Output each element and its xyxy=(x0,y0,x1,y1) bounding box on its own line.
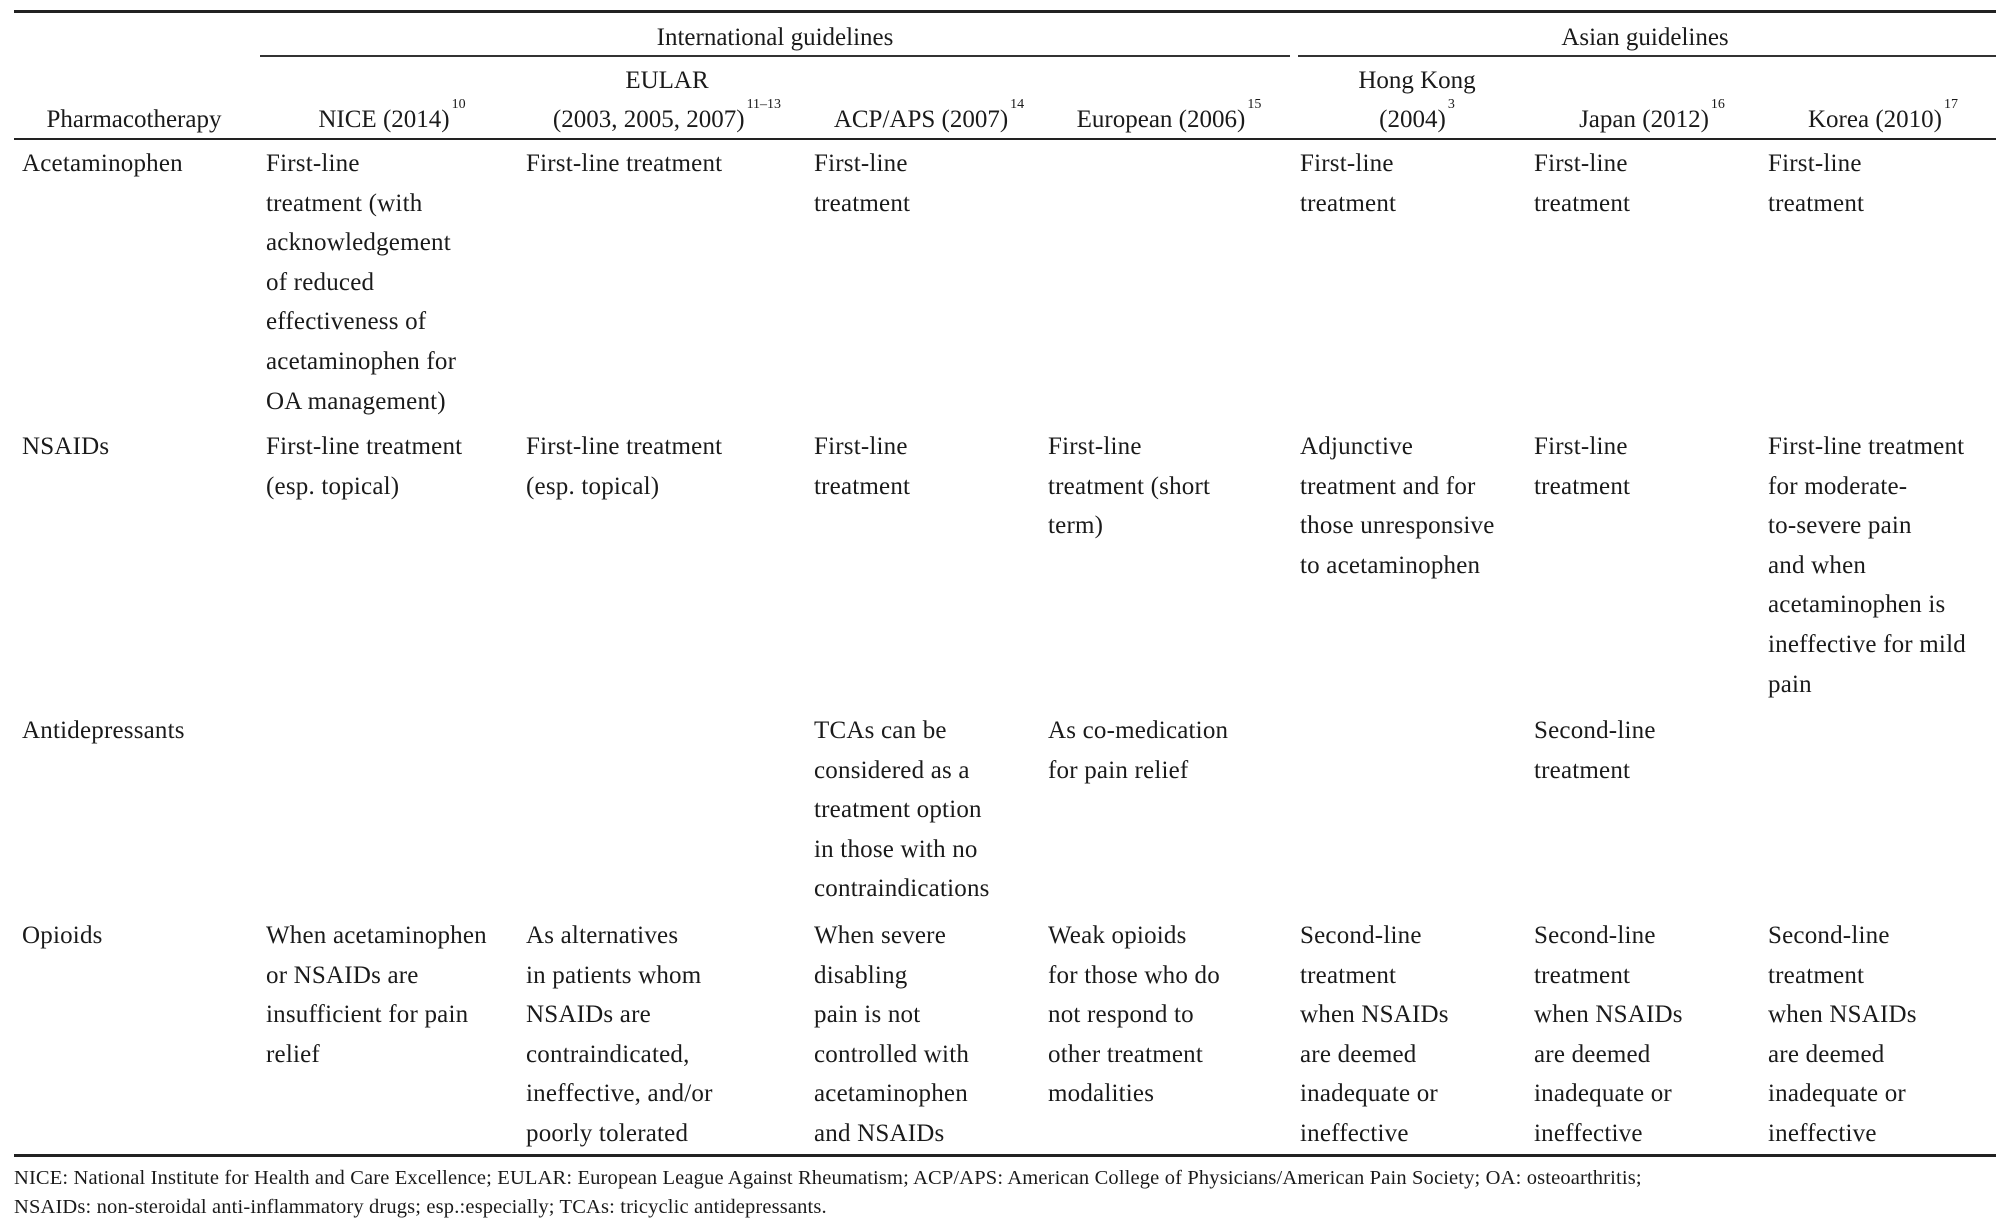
column-header-line1: EULAR xyxy=(625,67,709,94)
cell-korea: First-line treatment xyxy=(1768,150,1865,217)
column-header-ref: 16 xyxy=(1710,96,1725,112)
column-header-ref: 11–13 xyxy=(746,96,782,112)
cell-japan: First-line treatment xyxy=(1534,150,1631,217)
cell-european: Weak opioids for those who do not respond to other treatment modalities xyxy=(1048,922,1220,1108)
cell-korea: Second-line treatment when NSAIDs are deemed inadequate or ineffective xyxy=(1768,922,1917,1147)
cell-european: As co-medication for pain relief xyxy=(1048,717,1229,784)
cell-acp-aps: TCAs can be considered as a treatment option in those with no contraindications xyxy=(814,717,990,903)
cell-hong-kong: Adjunctive treatment and for those unresponsive to acetaminophen xyxy=(1300,433,1495,579)
column-header-nice xyxy=(264,61,520,139)
column-header-line2: European (2006) xyxy=(1076,106,1246,133)
cell-nice: First-line treatment (esp. topical) xyxy=(266,433,463,500)
row-label-acetaminophen: Acetaminophen xyxy=(22,150,183,177)
cell-japan: Second-line treatment xyxy=(1534,717,1656,784)
column-header-line2: (2004) xyxy=(1379,106,1446,133)
group-rule-international xyxy=(260,55,1290,57)
group-rule-asian xyxy=(1298,55,1996,57)
column-header-acp-aps xyxy=(812,61,1046,139)
column-header-line2: ACP/APS (2007) xyxy=(833,106,1009,133)
column-header-eular xyxy=(524,61,810,139)
column-header-line2: NICE (2014) xyxy=(318,106,450,133)
row-label-opioids: Opioids xyxy=(22,922,103,949)
cell-eular: First-line treatment (esp. topical) xyxy=(526,433,723,500)
column-header-line2: Korea (2010) xyxy=(1808,106,1942,133)
header-bottom-rule xyxy=(14,138,1996,140)
cell-nice: When acetaminophen or NSAIDs are insufficient for pain relief xyxy=(266,922,487,1068)
column-header-line1 xyxy=(1770,61,1996,100)
cell-acp-aps: First-line treatment xyxy=(814,150,911,217)
footnote-line-2: NSAIDs: non-steroidal anti-inflammatory drugs; esp.:especially; TCAs: tricyclic antidepressants. xyxy=(14,1196,827,1218)
column-header-line2: (2003, 2005, 2007) xyxy=(552,106,745,133)
cell-hong-kong: First-line treatment xyxy=(1300,150,1397,217)
column-header-ref: 14 xyxy=(1010,96,1025,112)
column-header-line1 xyxy=(1536,61,1768,100)
cell-korea: First-line treatment for moderate- to-severe pain and when acetaminophen is ineffective for mild pain xyxy=(1768,433,1966,698)
cell-hong-kong: Second-line treatment when NSAIDs are deemed inadequate or ineffective xyxy=(1300,922,1449,1147)
column-header-line1 xyxy=(1048,61,1290,100)
row-label-nsaids: NSAIDs xyxy=(22,433,110,460)
column-header-pharmacotherapy: Pharmacotherapy xyxy=(46,106,222,133)
cell-nice: First-line treatment (with acknowledgement of reduced effectiveness of acetaminophen for OA management) xyxy=(266,150,457,415)
group-header-international: International guidelines xyxy=(656,24,894,51)
column-header-ref: 15 xyxy=(1247,96,1262,112)
column-header-line1 xyxy=(264,61,520,100)
row-label-antidepressants: Antidepressants xyxy=(22,717,185,744)
cell-eular: As alternatives in patients whom NSAIDs are contraindicated, ineffective, and/or poorly tolerated xyxy=(526,922,713,1147)
column-header-line1: Hong Kong xyxy=(1358,67,1476,94)
cell-acp-aps: When severe disabling pain is not controlled with acetaminophen and NSAIDs xyxy=(814,922,970,1147)
column-header-european xyxy=(1048,61,1290,139)
footnote-line-1: NICE: National Institute for Health and Care Excellence; EULAR: European League Against Rheumatism; ACP/APS: American College of Physicians/American Pain Society; OA: osteoarthritis; xyxy=(14,1167,1642,1189)
column-header-line1 xyxy=(812,61,1046,100)
cell-eular: First-line treatment xyxy=(526,150,723,177)
cell-acp-aps: First-line treatment xyxy=(814,433,911,500)
table-bottom-rule xyxy=(14,1154,1996,1157)
table-top-rule xyxy=(14,10,1996,13)
cell-japan: First-line treatment xyxy=(1534,433,1631,500)
group-header-asian: Asian guidelines xyxy=(1561,24,1729,51)
column-header-hong-kong xyxy=(1300,61,1534,139)
column-header-ref: 3 xyxy=(1447,96,1455,112)
column-header-ref: 17 xyxy=(1943,96,1958,112)
cell-european: First-line treatment (short term) xyxy=(1048,433,1211,540)
column-header-line2: Japan (2012) xyxy=(1579,106,1709,133)
column-header-ref: 10 xyxy=(451,96,466,112)
cell-japan: Second-line treatment when NSAIDs are deemed inadequate or ineffective xyxy=(1534,922,1683,1147)
column-header-japan xyxy=(1536,61,1768,139)
column-header-korea xyxy=(1770,61,1996,139)
